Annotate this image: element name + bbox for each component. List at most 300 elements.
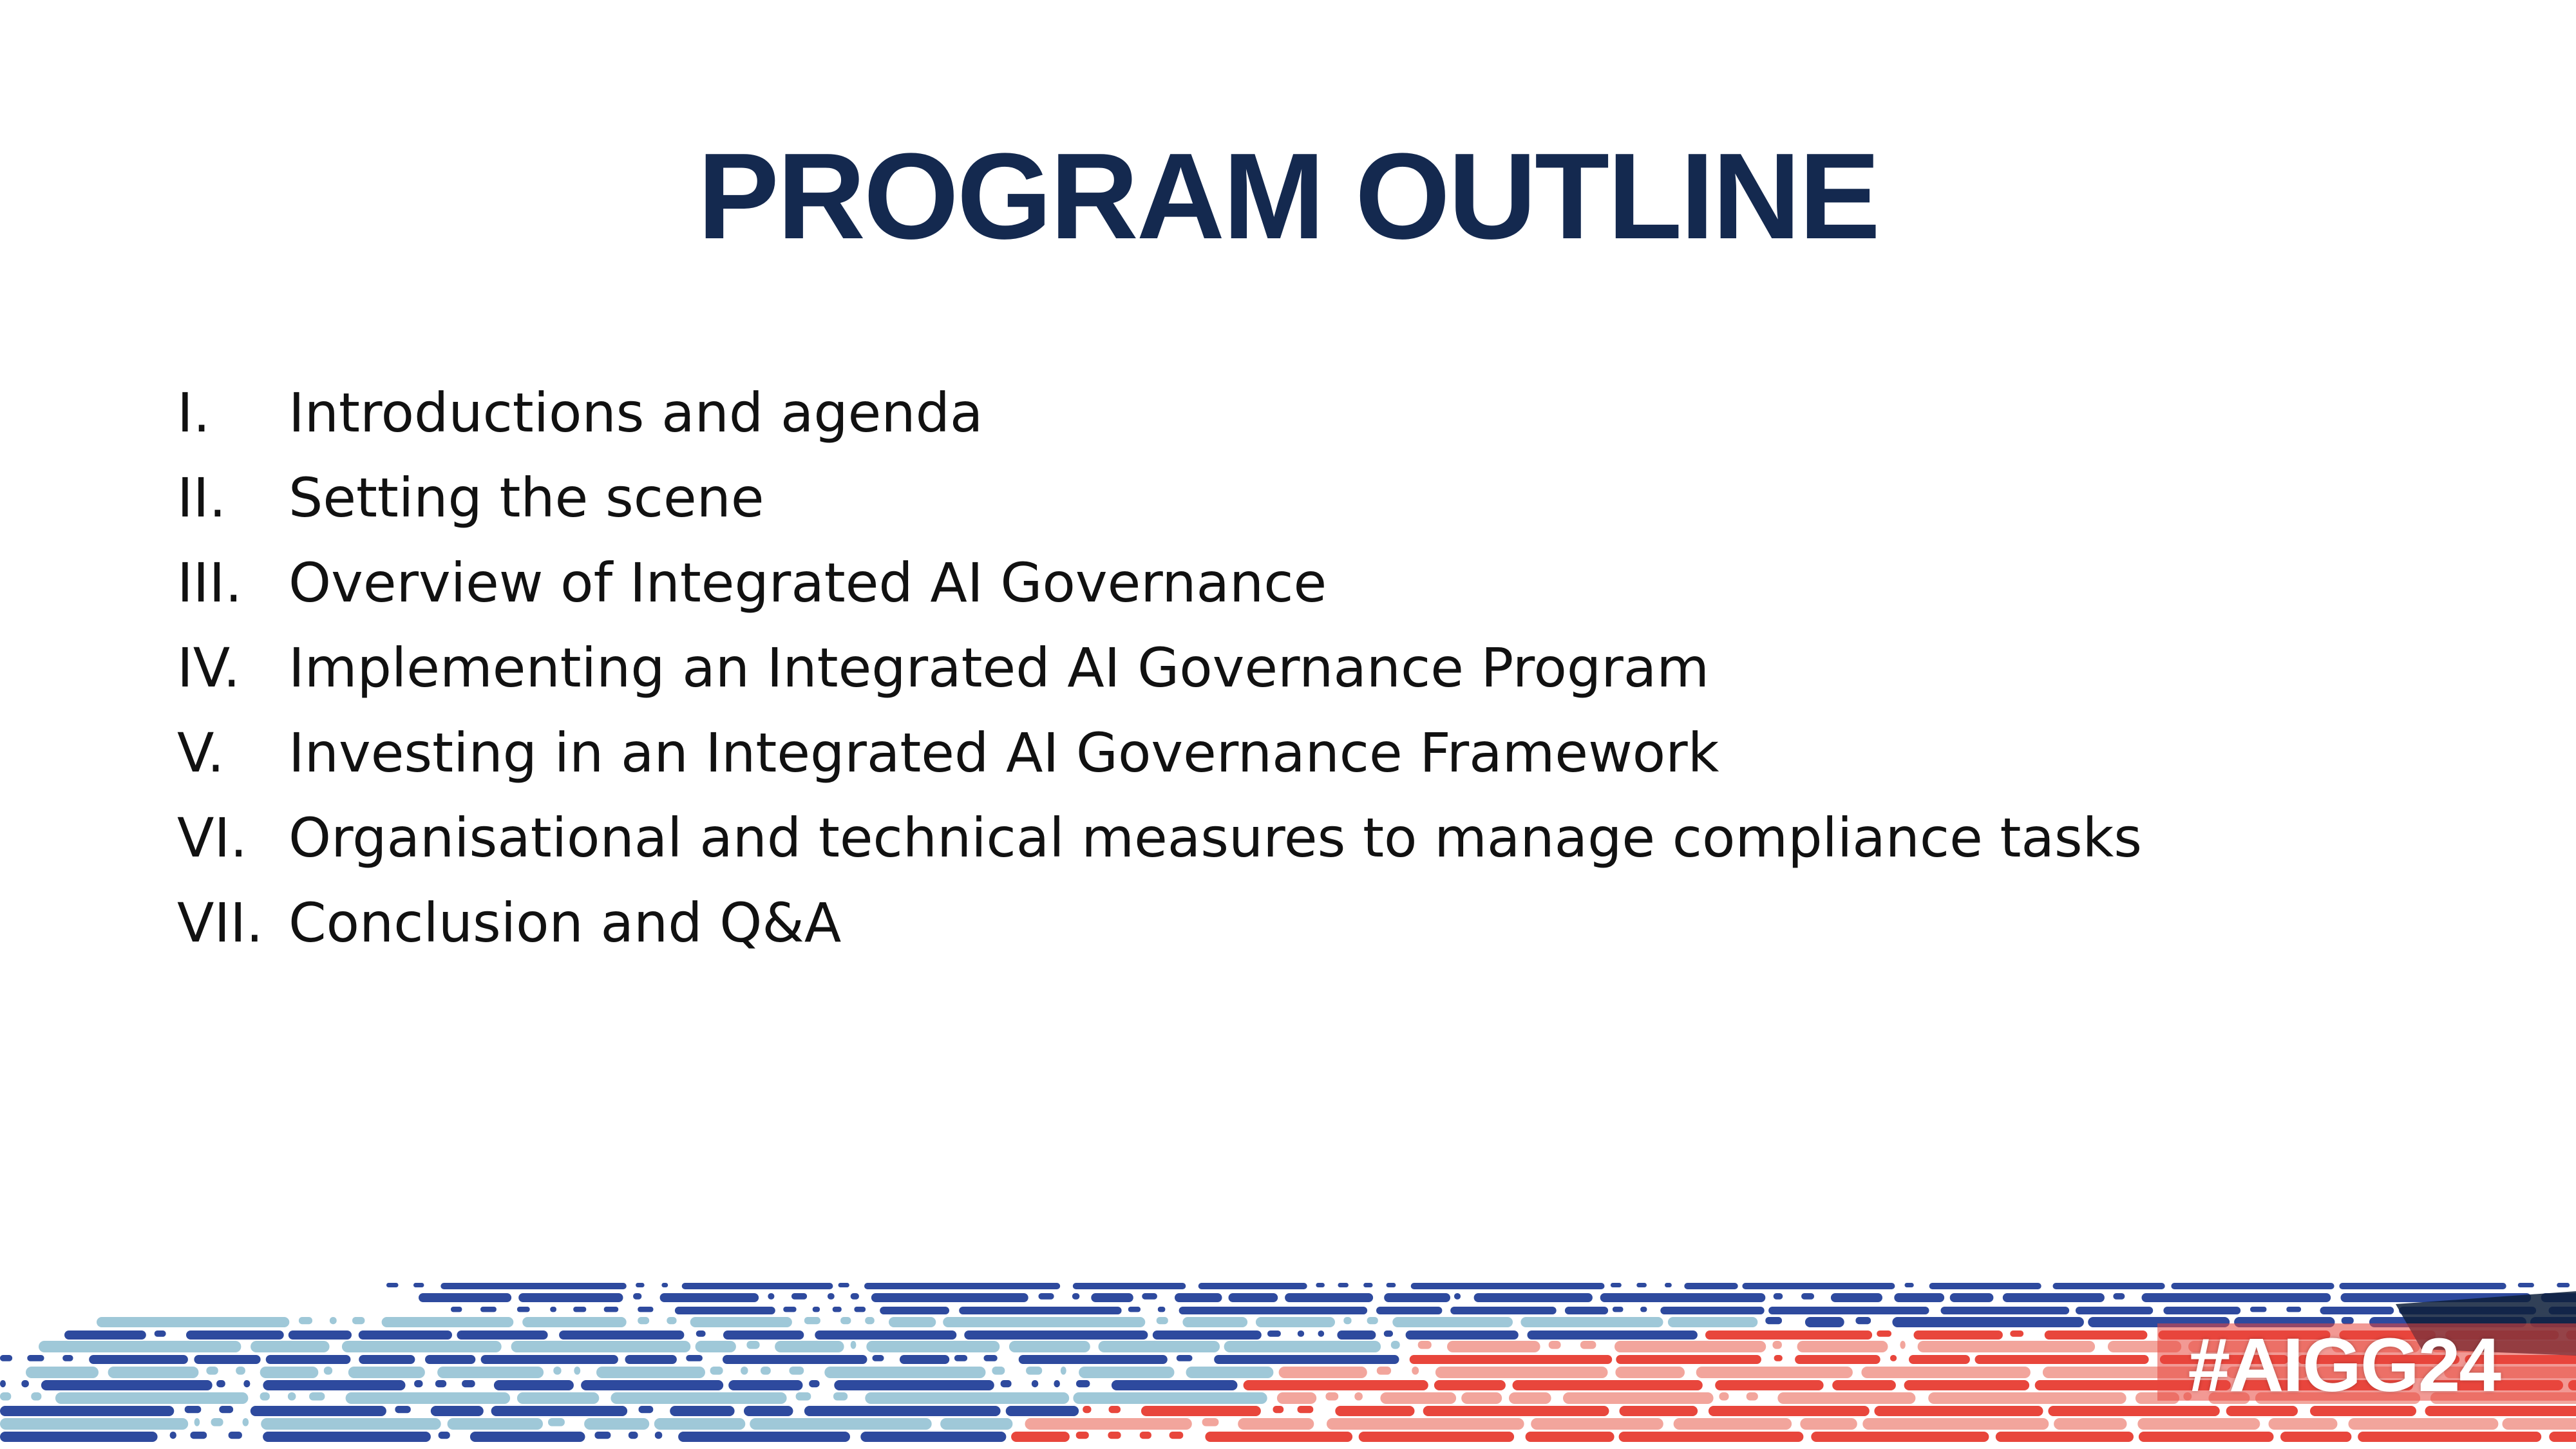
halftone-stripe: [1140, 1432, 1151, 1439]
halftone-stripe: [871, 1293, 1028, 1302]
halftone-stripe: [39, 1341, 241, 1352]
halftone-stripe: [741, 1367, 748, 1375]
halftone-stripe: [1338, 1283, 1349, 1287]
halftone-stripe: [2339, 1283, 2506, 1289]
outline-text: Organisational and technical measures to manage compliance tasks: [289, 806, 2143, 869]
halftone-stripe: [1616, 1355, 1761, 1364]
halftone-stripe: [1354, 1392, 1363, 1401]
halftone-stripe: [1337, 1331, 1376, 1340]
halftone-stripe: [266, 1355, 351, 1364]
halftone-stripe: [26, 1367, 99, 1378]
halftone-stripe: [1141, 1406, 1261, 1416]
halftone-stripe: [1640, 1307, 1647, 1312]
halftone-stripe: [1909, 1355, 1970, 1364]
halftone-stripe: [263, 1432, 431, 1442]
halftone-stripe: [251, 1341, 330, 1352]
halftone-stripe: [833, 1307, 842, 1312]
halftone-stripe: [1359, 1432, 1514, 1442]
halftone-stripe: [667, 1317, 676, 1324]
halftone-stripe: [0, 1418, 188, 1430]
halftone-stripe: [992, 1367, 1005, 1375]
halftone-stripe: [359, 1331, 452, 1340]
halftone-stripe: [1032, 1380, 1039, 1387]
halftone-stripe: [1108, 1432, 1121, 1439]
halftone-stripe: [1177, 1355, 1193, 1361]
outline-text: Investing in an Integrated AI Governance Framework: [289, 721, 1719, 784]
outline-numeral: II.: [177, 466, 227, 529]
halftone-stripe: [1474, 1293, 1593, 1302]
halftone-stripe: [2076, 1307, 2153, 1314]
halftone-stripe: [2549, 1432, 2576, 1442]
halftone-stripe: [0, 1406, 174, 1416]
halftone-stripe: [2053, 1283, 2165, 1289]
halftone-stripe: [1411, 1283, 1605, 1289]
halftone-stripe: [1862, 1418, 2049, 1430]
halftone-stripe: [594, 1432, 611, 1439]
halftone-stripe: [710, 1367, 723, 1375]
halftone-stripe: [1797, 1341, 1888, 1352]
halftone-stripe: [243, 1418, 249, 1426]
halftone-stripe: [790, 1367, 804, 1375]
halftone-stripe: [761, 1367, 771, 1375]
halftone-stripe: [261, 1418, 441, 1430]
halftone-stripe: [940, 1418, 1012, 1430]
outline-numeral: VII.: [177, 891, 263, 954]
halftone-stripe: [1079, 1367, 1174, 1378]
halftone-stripe: [1513, 1380, 1703, 1390]
halftone-stripe: [457, 1331, 547, 1340]
halftone-stripe: [682, 1283, 833, 1289]
halftone-stripe: [470, 1432, 585, 1442]
slide-title: PROGRAM OUTLINE: [697, 128, 1879, 265]
halftone-stripe: [1316, 1283, 1324, 1287]
halftone-stripe: [1072, 1293, 1079, 1300]
halftone-stripe: [548, 1418, 565, 1426]
halftone-stripe: [1905, 1283, 1914, 1287]
halftone-stripe: [386, 1283, 399, 1287]
halftone-stripe: [352, 1317, 365, 1324]
halftone-stripe: [1170, 1432, 1184, 1439]
halftone-stripe: [64, 1331, 146, 1340]
halftone-stripe: [437, 1367, 544, 1378]
halftone-stripe: [1580, 1341, 1596, 1349]
outline-numeral: VI.: [177, 806, 247, 869]
halftone-stripe: [959, 1307, 1121, 1314]
halftone-stripe: [2003, 1293, 2105, 1302]
halftone-stripe: [382, 1317, 514, 1327]
halftone-stripe: [873, 1355, 884, 1361]
halftone-stripe: [1142, 1293, 1157, 1300]
halftone-stripe: [1619, 1432, 1804, 1442]
halftone-stripe: [1914, 1331, 2003, 1340]
halftone-stripe: [108, 1367, 199, 1378]
halftone-stripe: [481, 1355, 618, 1364]
halftone-stripe: [1083, 1406, 1091, 1413]
halftone-stripe: [744, 1406, 793, 1416]
halftone-stripe: [1950, 1293, 1994, 1302]
halftone-stripe: [425, 1355, 475, 1364]
halftone-stripe: [1224, 1341, 1381, 1352]
halftone-stripe: [723, 1355, 867, 1364]
halftone-stripe: [1039, 1293, 1054, 1300]
halftone-stripe: [522, 1317, 627, 1327]
halftone-stripe: [236, 1367, 245, 1375]
halftone-stripe: [2113, 1293, 2125, 1300]
halftone-stripe: [309, 1392, 325, 1401]
halftone-stripe: [431, 1406, 484, 1416]
outline-item: [177, 370, 2142, 455]
halftone-stripe: [2349, 1418, 2499, 1430]
halftone-stripe: [186, 1331, 284, 1340]
halftone-stripe: [1073, 1392, 1267, 1404]
halftone-stripe: [1418, 1341, 1432, 1349]
halftone-stripe: [1777, 1392, 1915, 1404]
halftone-stripe: [1238, 1418, 1314, 1430]
halftone-stripe: [1392, 1317, 1513, 1327]
outline-item: [177, 455, 2142, 540]
halftone-stripe: [1719, 1392, 1729, 1401]
halftone-stripe: [1380, 1392, 1456, 1404]
halftone-stripe: [833, 1392, 848, 1401]
halftone-stripe: [1343, 1317, 1351, 1324]
halftone-stripe: [1182, 1317, 1247, 1327]
halftone-stripe: [1377, 1367, 1391, 1375]
halftone-stripe: [518, 1293, 623, 1302]
halftone-stripe: [462, 1380, 475, 1387]
halftone-stripe: [440, 1283, 627, 1289]
halftone-stripe: [211, 1418, 223, 1426]
halftone-stripe: [2250, 1307, 2267, 1312]
halftone-stripe: [346, 1392, 511, 1404]
halftone-stripe: [1054, 1380, 1060, 1387]
halftone-stripe: [1636, 1283, 1647, 1287]
halftone-stripe: [2054, 1418, 2126, 1430]
halftone-stripe: [21, 1380, 29, 1387]
halftone-stripe: [0, 1355, 12, 1361]
halftone-stripe: [865, 1317, 875, 1324]
halftone-stripe: [1613, 1307, 1624, 1312]
halftone-stripe: [1615, 1367, 1685, 1378]
halftone-stripe: [1434, 1380, 1506, 1390]
halftone-stripe: [414, 1380, 422, 1387]
halftone-stripe: [1406, 1331, 1519, 1340]
halftone-stripe: [1774, 1293, 1783, 1300]
halftone-stripe: [1325, 1392, 1338, 1401]
halftone-stripe: [0, 1380, 6, 1387]
halftone-stripe: [1768, 1307, 1929, 1314]
halftone-stripe: [155, 1331, 166, 1337]
halftone-stripe: [1026, 1367, 1042, 1375]
halftone-stripe: [494, 1380, 574, 1390]
halftone-stripe: [654, 1418, 746, 1430]
halftone-stripe: [1376, 1307, 1442, 1314]
halftone-stripe: [824, 1367, 985, 1378]
halftone-stripe: [170, 1432, 176, 1439]
halftone-stripe: [1620, 1406, 1698, 1416]
halftone-stripe: [1277, 1392, 1316, 1404]
halftone-stripe: [2358, 1432, 2541, 1442]
halftone-stripe: [1615, 1341, 1766, 1352]
halftone-stripe: [260, 1367, 319, 1378]
halftone-stripe: [1202, 1418, 1219, 1426]
halftone-stripe: [809, 1380, 819, 1387]
halftone-stripe: [1861, 1367, 2031, 1378]
halftone-stripe: [1747, 1392, 1758, 1401]
outline-item: [177, 880, 2142, 965]
halftone-stripe: [696, 1341, 736, 1352]
halftone-stripe: [1890, 1355, 1897, 1361]
halftone-stripe: [55, 1392, 249, 1404]
outline-text: Implementing an Integrated AI Governance Program: [289, 636, 1710, 699]
halftone-stripe: [964, 1331, 1148, 1340]
halftone-stripe: [900, 1355, 949, 1364]
halftone-stripe: [573, 1307, 586, 1312]
halftone-stripe: [1600, 1293, 1766, 1302]
halftone-stripe: [678, 1432, 850, 1442]
halftone-stripe: [1461, 1392, 1502, 1404]
halftone-stripe: [796, 1392, 811, 1401]
halftone-stripe: [746, 1341, 759, 1349]
halftone-stripe: [62, 1355, 73, 1361]
halftone-stripe: [1563, 1392, 1714, 1404]
halftone-stripe: [435, 1380, 446, 1387]
halftone-stripe: [1179, 1307, 1368, 1314]
outline-item: [177, 710, 2142, 795]
halftone-stripe: [1855, 1317, 1871, 1324]
outline-item: [177, 625, 2142, 710]
halftone-stripe: [1800, 1418, 1857, 1430]
halftone-stripe: [866, 1341, 999, 1352]
halftone-stripe: [2142, 1293, 2331, 1302]
halftone-stripe: [1705, 1331, 1872, 1340]
halftone-stripe: [639, 1406, 654, 1413]
halftone-stripe: [517, 1307, 530, 1312]
halftone-stripe: [834, 1380, 994, 1390]
outline-text: Setting the scene: [289, 466, 764, 529]
halftone-stripe: [1153, 1331, 1262, 1340]
halftone-stripe: [1674, 1418, 1792, 1430]
halftone-stripe: [611, 1392, 786, 1404]
halftone-stripe: [880, 1307, 949, 1314]
halftone-stripe: [1384, 1293, 1450, 1302]
halftone-stripe: [1454, 1293, 1461, 1300]
halftone-stripe: [889, 1317, 936, 1327]
halftone-stripe: [1795, 1355, 1880, 1364]
halftone-stripe: [2163, 1307, 2240, 1314]
halftone-stripe: [2171, 1283, 2334, 1289]
outline-numeral: V.: [177, 721, 225, 784]
halftone-stripe: [553, 1367, 561, 1375]
halftone-stripe: [596, 1367, 705, 1378]
halftone-stripe: [1076, 1380, 1090, 1387]
halftone-stripe: [439, 1432, 450, 1439]
halftone-stripe: [686, 1355, 703, 1361]
halftone-stripe: [1774, 1355, 1783, 1361]
halftone-stripe: [1198, 1283, 1307, 1289]
halftone-stripe: [574, 1367, 580, 1375]
halftone-stripe: [413, 1283, 424, 1287]
halftone-stripe: [395, 1406, 410, 1413]
halftone-stripe: [550, 1307, 556, 1312]
halftone-stripe: [2557, 1283, 2570, 1287]
outline-list: [177, 370, 2142, 965]
halftone-stripe: [206, 1367, 218, 1375]
halftone-stripe: [1668, 1317, 1757, 1327]
halftone-stripe: [1273, 1406, 1284, 1413]
halftone-stripe: [1929, 1283, 2041, 1289]
halftone-stripe: [2320, 1307, 2394, 1314]
halftone-stripe: [27, 1355, 44, 1361]
halftone-stripe: [289, 1331, 352, 1340]
halftone-stripe: [1765, 1317, 1782, 1324]
halftone-stripe: [1186, 1367, 1274, 1378]
halftone-stripe: [690, 1317, 792, 1327]
halftone-stripe: [1450, 1307, 1557, 1314]
halftone-stripe: [1549, 1341, 1561, 1349]
halftone-stripe: [2269, 1418, 2338, 1430]
halftone-stripe: [660, 1293, 759, 1302]
halftone-stripe: [185, 1406, 202, 1413]
halftone-stripe: [1076, 1432, 1089, 1439]
halftone-stripe: [1811, 1432, 1989, 1442]
halftone-stripe: [1832, 1380, 1896, 1390]
halftone-stripe: [2280, 1432, 2351, 1442]
halftone-stripe: [299, 1317, 312, 1324]
halftone-stripe: [1660, 1307, 1764, 1314]
halftone-stripe: [1244, 1380, 1428, 1390]
halftone-stripe: [1801, 1293, 1814, 1300]
halftone-stripe: [1894, 1293, 1944, 1302]
halftone-stripe: [251, 1406, 386, 1416]
outline-item: [177, 795, 2142, 880]
halftone-stripe: [41, 1380, 213, 1390]
halftone-stripe: [1742, 1283, 1895, 1289]
halftone-stripe: [1214, 1355, 1399, 1364]
halftone-stripe: [1831, 1293, 1882, 1302]
halftone-stripe: [804, 1406, 1001, 1416]
halftone-stripe: [1073, 1283, 1186, 1289]
halftone-stripe: [451, 1307, 462, 1312]
halftone-stripe: [1006, 1406, 1079, 1416]
halftone-stripe: [851, 1341, 857, 1349]
halftone-stripe: [1175, 1293, 1222, 1302]
outline-numeral: IV.: [177, 636, 241, 699]
halftone-stripe: [480, 1307, 497, 1312]
halftone-stripe: [1528, 1331, 1698, 1340]
halftone-stripe: [448, 1418, 543, 1430]
halftone-stripe: [1435, 1367, 1608, 1378]
outline-text: Overview of Integrated AI Governance: [289, 551, 1327, 614]
halftone-stripe: [2139, 1432, 2274, 1442]
halftone-stripe: [984, 1355, 998, 1361]
halftone-stripe: [1696, 1367, 1853, 1378]
halftone-stripe: [1267, 1331, 1281, 1337]
halftone-stripe: [854, 1307, 866, 1312]
halftone-stripe: [1009, 1341, 1090, 1352]
halftone-stripe: [1318, 1331, 1325, 1337]
halftone-stripe: [2010, 1331, 2023, 1337]
halftone-stripe: [1941, 1307, 2070, 1314]
halftone-stripe: [1387, 1283, 1396, 1287]
halftone-stripe: [954, 1355, 967, 1361]
halftone-stripe: [330, 1317, 337, 1324]
halftone-stripe: [1715, 1380, 1823, 1390]
outline-numeral: I.: [177, 381, 211, 444]
halftone-stripe: [1900, 1341, 1905, 1349]
halftone-stripe: [775, 1341, 844, 1352]
halftone-stripe: [828, 1293, 835, 1300]
halftone-stripe: [851, 1293, 859, 1300]
halftone-stripe: [216, 1380, 225, 1387]
halftone-stripe: [581, 1380, 723, 1390]
halftone-stripe: [348, 1367, 425, 1378]
halftone-stripe: [629, 1432, 638, 1439]
halftone-stripe: [638, 1307, 653, 1312]
halftone-stripe: [1327, 1418, 1524, 1430]
halftone-stripe: [2045, 1331, 2148, 1340]
halftone-stripe: [1099, 1341, 1220, 1352]
halftone-stripe: [0, 1432, 158, 1442]
halftone-stripe: [1158, 1307, 1166, 1312]
halftone-stripe: [31, 1392, 41, 1401]
halftone-stripe: [1061, 1367, 1066, 1375]
halftone-stripe: [1091, 1293, 1133, 1302]
halftone-stripe: [190, 1432, 207, 1439]
halftone-stripe: [768, 1293, 774, 1300]
outline-item: [177, 540, 2142, 625]
halftone-stripe: [97, 1317, 289, 1327]
halftone-stripe: [1611, 1283, 1622, 1287]
halftone-stripe: [1874, 1406, 2043, 1416]
halftone-stripe: [815, 1331, 956, 1340]
halftone-stripe: [1526, 1432, 1615, 1442]
halftone-stripe: [1109, 1406, 1121, 1413]
halftone-stripe: [559, 1331, 684, 1340]
halftone-stripe: [324, 1367, 332, 1375]
halftone-stripe: [1904, 1380, 2030, 1390]
halftone-stripe: [804, 1317, 820, 1324]
halftone-stripe: [491, 1406, 628, 1416]
halftone-stripe: [342, 1341, 502, 1352]
halftone-stripe: [1772, 1341, 1782, 1349]
halftone-stripe: [1520, 1317, 1663, 1327]
halftone-stripe: [1423, 1406, 1609, 1416]
halftone-stripe: [219, 1406, 233, 1413]
halftone-stripe: [860, 1432, 1006, 1442]
halftone-stripe: [1112, 1380, 1238, 1390]
halftone-stripe: [194, 1418, 200, 1426]
halftone-stripe: [419, 1293, 511, 1302]
halftone-stripe: [2137, 1418, 2260, 1430]
halftone-stripe: [517, 1392, 599, 1404]
halftone-stripe: [675, 1307, 775, 1314]
halftone-stripe: [1384, 1331, 1393, 1337]
halftone-stripe: [728, 1380, 802, 1390]
halftone-stripe: [604, 1307, 619, 1312]
halftone-stripe: [1928, 1392, 2126, 1404]
halftone-stripe: [696, 1331, 706, 1337]
halftone-stripe: [288, 1392, 296, 1401]
halftone-stripe: [864, 1283, 1060, 1289]
halftone-stripe: [1256, 1317, 1335, 1327]
halftone-stripe: [1665, 1283, 1672, 1287]
halftone-stripe: [584, 1418, 649, 1430]
halftone-stripe: [840, 1317, 851, 1324]
halftone-stripe: [0, 1392, 11, 1401]
halftone-stripe: [783, 1307, 796, 1312]
halftone-stripe: [1975, 1355, 2149, 1364]
halftone-stripe: [1410, 1355, 1613, 1364]
